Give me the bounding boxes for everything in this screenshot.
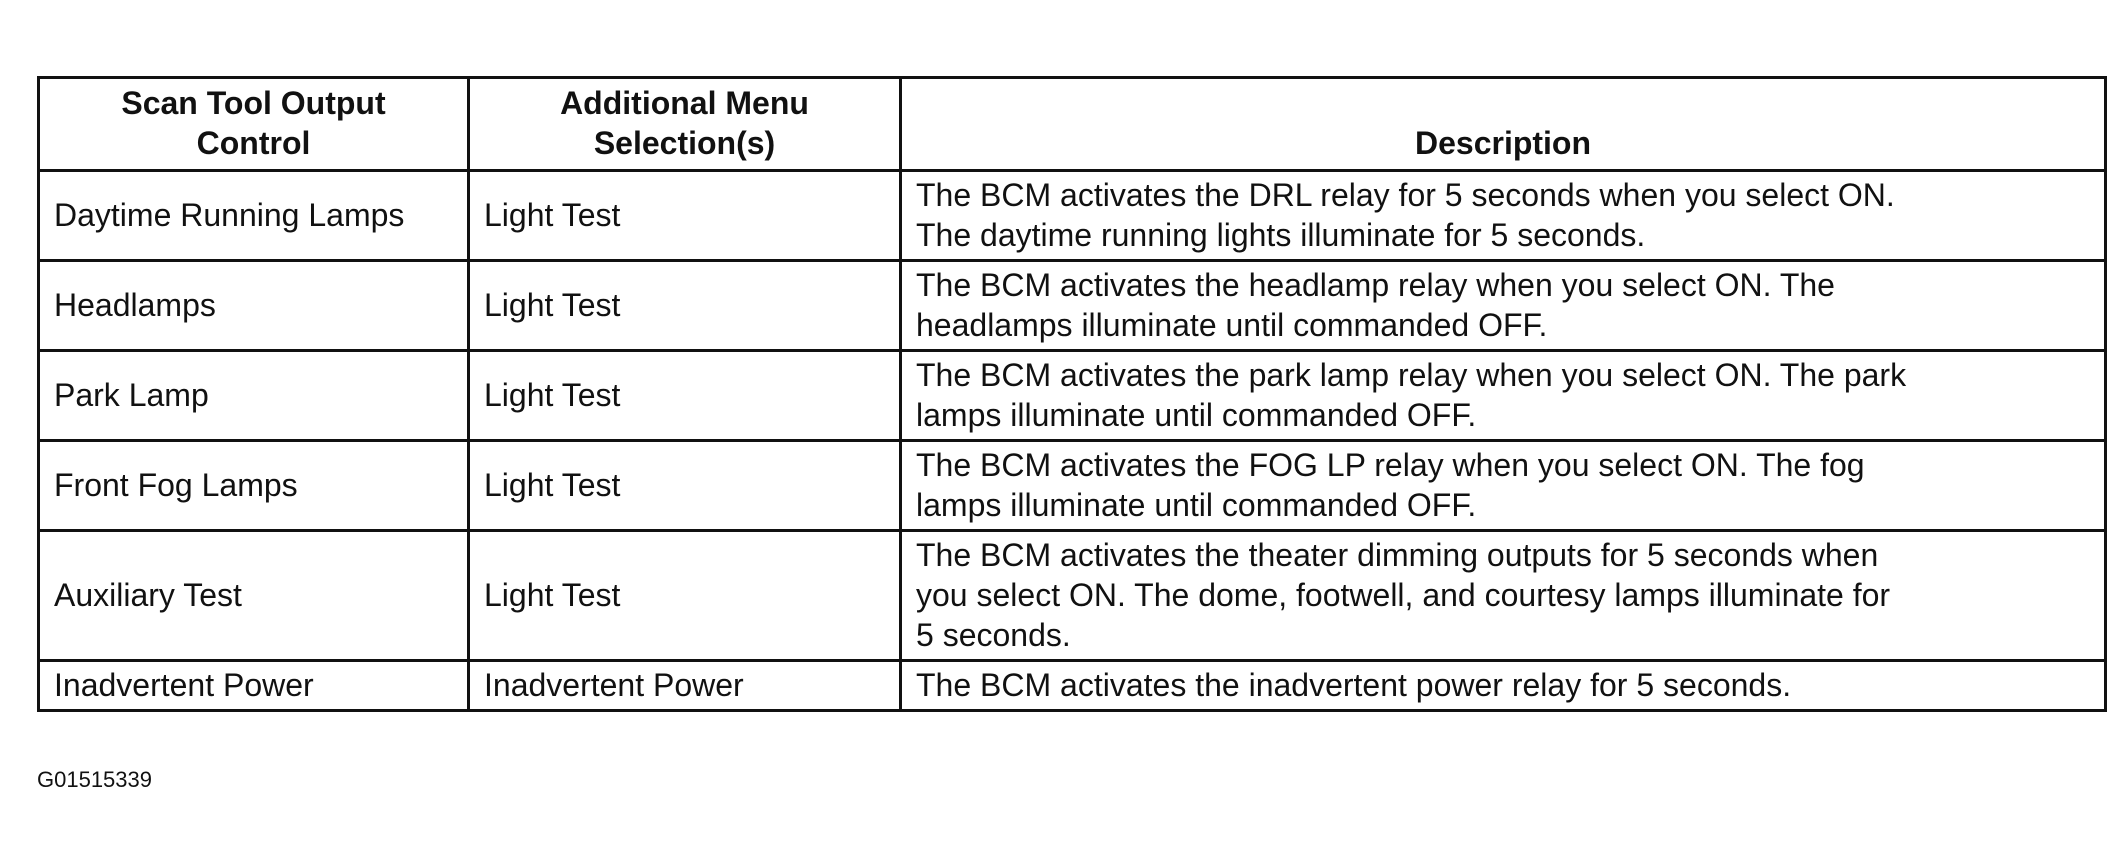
header-menu-line-1: Additional Menu [560,85,809,121]
cell-description: The BCM activates the theater dimming outputs for 5 seconds when you select ON. The dome, footwell, and courtesy lamps illuminate for 5 seconds. [901,531,2106,661]
table-row [39,351,2106,441]
table-row [39,661,2106,711]
cell-menu: Light Test [469,351,901,441]
cell-menu: Light Test [469,531,901,661]
cell-description: The BCM activates the inadvertent power relay for 5 seconds. [901,661,2106,711]
cell-menu: Light Test [469,441,901,531]
cell-control: Park Lamp [39,351,469,441]
header-menu-line-2: Selection(s) [593,125,776,161]
cell-control: Front Fog Lamps [39,441,469,531]
table-row [39,171,2106,261]
table-row [39,441,2106,531]
cell-control: Headlamps [39,261,469,351]
header-control-line-1: Scan Tool Output [121,85,386,121]
header-control-line-2: Control [196,125,311,161]
cell-menu: Inadvertent Power [469,661,901,711]
cell-description: The BCM activates the headlamp relay when you select ON. The headlamps illuminate until commanded OFF. [901,261,2106,351]
header-additional-menu-selections [469,78,901,171]
table-row [39,531,2106,661]
cell-description: The BCM activates the FOG LP relay when you select ON. The fog lamps illuminate until commanded OFF. [901,441,2106,531]
output-control-table [37,76,2107,712]
cell-control: Inadvertent Power [39,661,469,711]
cell-description: The BCM activates the park lamp relay when you select ON. The park lamps illuminate until commanded OFF. [901,351,2106,441]
cell-control: Auxiliary Test [39,531,469,661]
table-header-row [39,78,2106,171]
figure-id: G01515339 [37,767,152,792]
cell-description: The BCM activates the DRL relay for 5 seconds when you select ON. The daytime running lights illuminate for 5 seconds. [901,171,2106,261]
cell-menu: Light Test [469,261,901,351]
header-scan-tool-output-control [39,78,469,171]
cell-menu: Light Test [469,171,901,261]
cell-control: Daytime Running Lamps [39,171,469,261]
header-description: Description [901,78,2106,171]
table-row [39,261,2106,351]
